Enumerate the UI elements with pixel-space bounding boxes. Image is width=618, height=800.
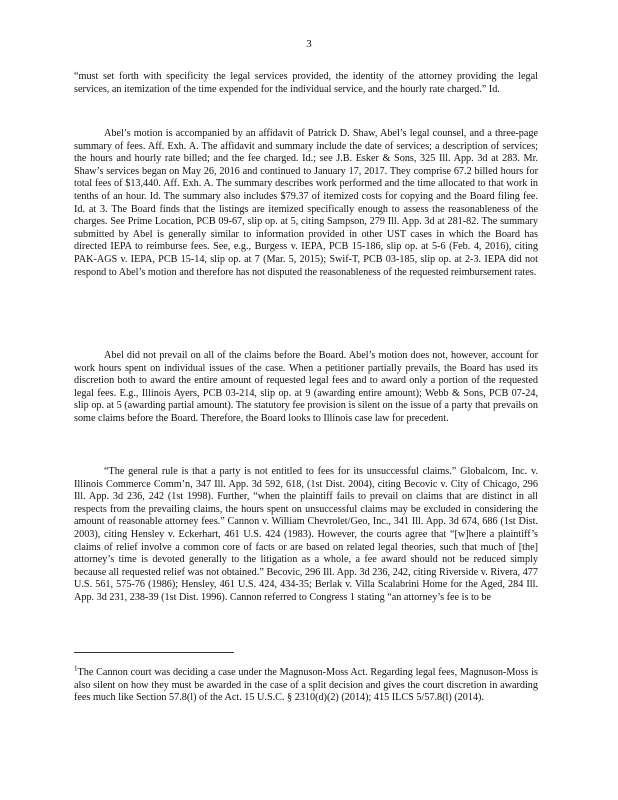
- paragraph-fee-summary: Abel’s motion is accompanied by an affidavit of Patrick D. Shaw, Abel’s legal counsel, and a three-page summary of fees. Aff. Exh. A. The affidavit and summary include the date of services; a description of services; the hours and hourly rate billed; and the fee charged. Id.; see J.B. Esker & Sons, 325 Ill. App. 3d at 283. Mr. Shaw’s services began on May 26, 2016 and continued to January 17, 2017. They comprise 67.2 billed hours for total fees of $13,440. Aff. Exh. A. The summary describes work performed and the time allocated to that work in tenths of an hour. Id. The summary also includes $79.37 of itemized costs for copying and the Board filing fee. Id. at 3. The Board finds that the listings are itemized specifically enough to assess the reasonableness of the charges. See Prime Location, PCB 09-67, slip op. at 5, citing Sampson, 279 Ill. App. 3d at 281-82. The summary submitted by Abel is generally similar to information provided in other UST cases in which the Board has directed IEPA to reimburse fees. See, e.g., Burgess v. IEPA, PCB 15-186, slip op. at 5-6 (Feb. 4, 2016), citing PAK-AGS v. IEPA, PCB 15-14, slip op. at 7 (Mar. 5, 2015); Swif-T, PCB 03-185, slip op. at 2-3. IEPA did not respond to Abel’s motion and therefore has not disputed the reasonableness of the requested reimbursement rates.: [74, 128, 538, 278]
- footnote: [74, 664, 538, 705]
- paragraph-quote-continuation: “must set forth with specificity the legal services provided, the identity of the attorney providing the legal services, an itemization of the time expended for the individual service, and the hourly rate charged.” Id.: [74, 71, 538, 95]
- footnote-text: The Cannon court was deciding a case under the Magnuson-Moss Act. Regarding legal fees, Magnuson-Moss is also silent on how they must be awarded in the case of a split decision and gives the court discretion in awarding fees much like Section 57.8(l) of the Act. 15 U.S.C. § 2310(d)(2) (2014); 415 ILCS 5/57.8(l) (2014).: [74, 667, 538, 704]
- page-number: 3: [306, 38, 312, 50]
- footnote-divider: [74, 652, 234, 653]
- footnote-marker: 1: [74, 664, 78, 673]
- paragraph-partial-prevail: Abel did not prevail on all of the claims before the Board. Abel’s motion does not, however, account for work hours spent on individual issues of the case. When a petitioner partially prevails, the Board has used its discretion both to award the entire amount of requested legal fees and to award only a portion of the requested legal fees. E.g., Illinois Ayers, PCB 03-214, slip op. at 9 (awarding entire amount); Webb & Sons, PCB 07-24, slip op. at 5 (awarding partial amount). The statutory fee provision is silent on the issue of a party that prevails on some claims before the Board. Therefore, the Board looks to Illinois case law for precedent.: [74, 350, 538, 424]
- paragraph-general-rule: “The general rule is that a party is not entitled to fees for its unsuccessful claims.” Globalcom, Inc. v. Illinois Commerce Comm’n, 347 Ill. App. 3d 592, 618, (1st Dist. 2004), citing Becovic v. City of Chicago, 296 Ill. App. 3d 236, 242 (1st 1998). Further, “when the plaintiff fails to prevail on claims that are distinct in all respects from the prevailing claims, the hours spent on unsuccessful claims may be excluded in considering the amount of reasonable attorney fees.” Cannon v. William Chevrolet/Geo, Inc., 341 Ill. App. 3d 674, 686 (1st Dist. 2003), citing Hensley v. Eckerhart, 461 U.S. 424 (1983). However, the courts agree that “[w]here a plaintiff’s claims of relief involve a common core of facts or are based on related legal theories, such that much of [the] attorney’s time is devoted generally to the litigation as a whole, a fee award should not be reduced simply because all requested relief was not obtained.” Becovic, 296 Ill. App. 3d 236, 242, citing Riverside v. Rivera, 477 U.S. 561, 575-76 (1986); Hensley, 461 U.S. 424, 434-35; Berlak v. Villa Scalabrini Home for the Aged, 284 Ill. App. 3d 231, 238-39 (1st Dist. 1996). Cannon referred to Congress 1 stating “an attorney’s fee is to be: [74, 466, 538, 603]
